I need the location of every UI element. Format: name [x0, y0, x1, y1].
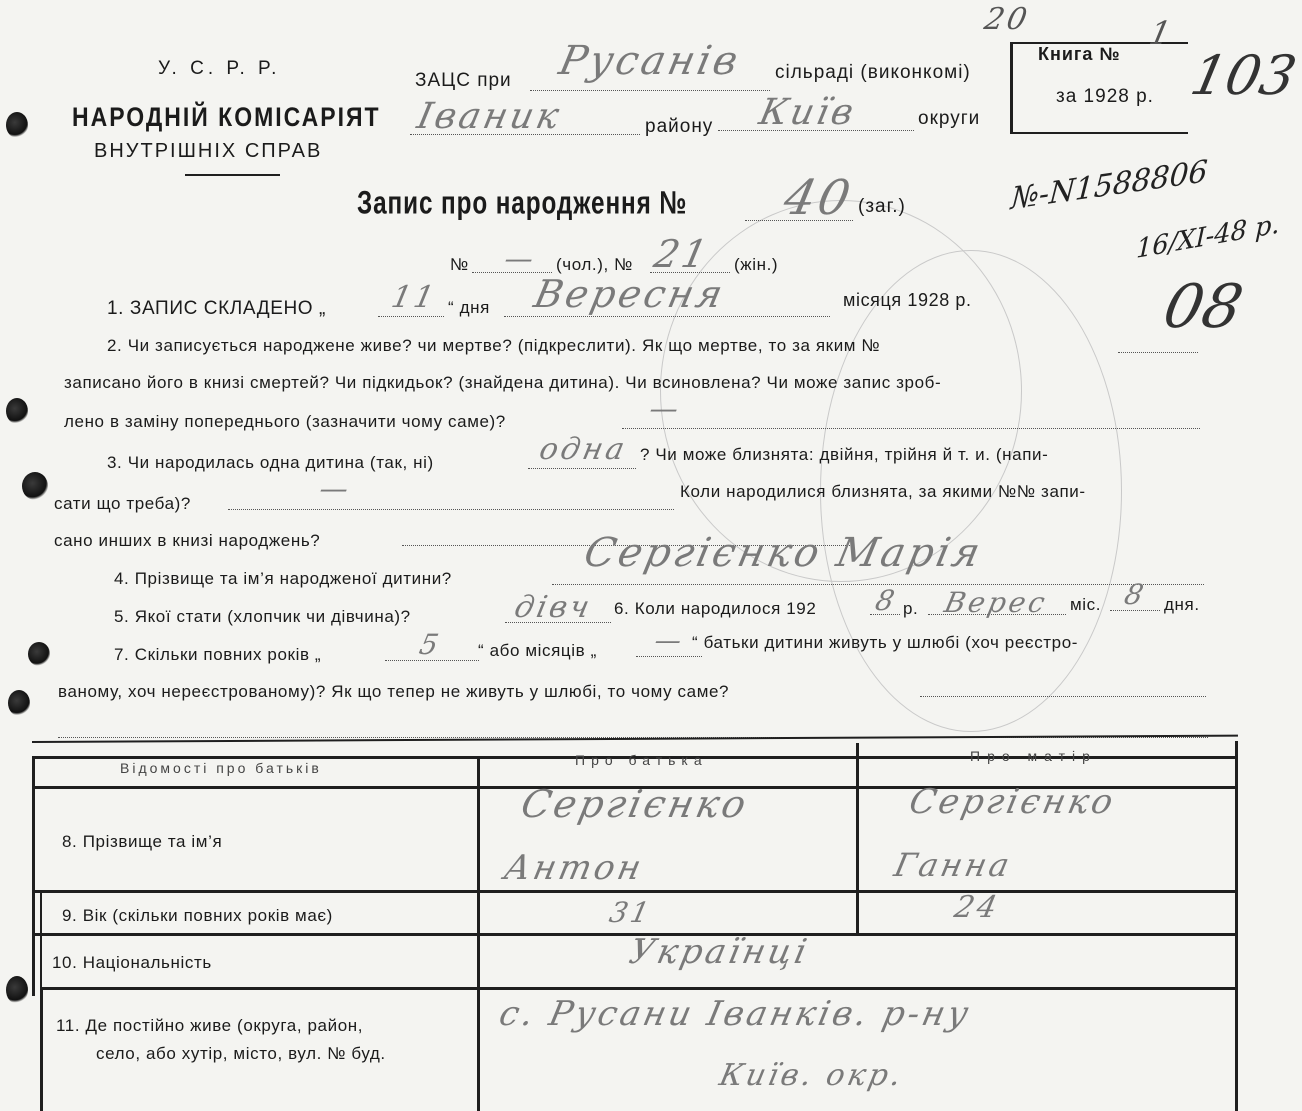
table-border-left: [32, 756, 35, 996]
q3-line2-a: сати що треба)?: [54, 494, 191, 513]
row11-label-2: село, або хутір, місто, вул. № буд.: [96, 1044, 386, 1063]
q3-line3: сано инших в книзі народжень?: [54, 531, 321, 550]
q7-line1-b: “ або місяців „: [478, 641, 597, 660]
village-suffix: сільраді (виконкомі): [775, 62, 971, 83]
col-sep-2: [856, 743, 859, 933]
punch-hole: [6, 112, 28, 138]
q6-month-suffix: міс.: [1070, 595, 1102, 614]
female-number-suffix: (жін.): [734, 255, 779, 274]
col-header-info: Відомості про батьків: [120, 760, 322, 776]
corner-number-handwritten: 20: [981, 2, 1033, 37]
punch-hole: [22, 472, 48, 500]
q3-line2-fill: [228, 509, 674, 510]
row10-label: 10. Національність: [52, 953, 212, 972]
q5-answer-handwritten: дівч: [511, 590, 596, 625]
book-box-left: [1010, 42, 1013, 134]
q1-month-line: [504, 316, 830, 317]
row-sep-10: [40, 987, 1238, 990]
q2-line1-fill: [1118, 352, 1198, 353]
q1-day-line: [378, 316, 444, 317]
row-sep-8: [32, 890, 1238, 893]
male-number-suffix: (чол.), №: [556, 255, 633, 274]
q1-suffix: місяця 1928 р.: [843, 290, 972, 310]
q6-day-handwritten: 8: [1121, 578, 1150, 611]
row8-mother-name: Ганна: [890, 846, 1016, 884]
q7-years-handwritten: 5: [416, 628, 445, 661]
female-number-handwritten: 21: [650, 232, 715, 276]
q6-day-suffix: дня.: [1164, 595, 1200, 614]
zags-prefix: ЗАЦС при: [415, 70, 512, 91]
q1-month-handwritten: Вересня: [530, 272, 730, 316]
col-header-father: Про батька: [575, 752, 708, 768]
q7-line2-fill: [920, 696, 1206, 697]
q2-line3-fill: [622, 428, 1200, 429]
ref-number-annotation: №-N1588806: [1009, 153, 1209, 218]
row8-father-name: Антон: [500, 848, 648, 888]
row11-label: 11. Де постійно живе (округа, район,: [56, 1016, 364, 1035]
header-divider: [185, 174, 280, 176]
q7-months-line: [636, 656, 702, 657]
q6-label: 6. Коли народилося 192: [614, 599, 817, 618]
row8-label: 8. Прізвище та ім’я: [62, 832, 223, 851]
q3-answer-line: [528, 468, 636, 469]
q6-year-suffix: р.: [903, 599, 919, 618]
punch-hole: [28, 642, 50, 666]
male-number-prefix: №: [450, 255, 469, 274]
district-suffix: району: [645, 116, 714, 137]
table-border-top-inner: [32, 735, 1238, 743]
q7-line1-c: “ батьки дитини живуть у шлюбі (хоч реєстро-: [692, 633, 1079, 652]
ref-date-annotation: 16/XI-48 р.: [1135, 209, 1281, 265]
q2-answer-handwritten: —: [646, 392, 685, 425]
row9-label: 9. Вік (скільки повних років має): [62, 906, 333, 925]
record-number-handwritten: 40: [779, 170, 859, 226]
row11-address: с. Русани Іванків. р-ну: [495, 994, 975, 1034]
table-inner-left: [40, 893, 42, 988]
table-border-left-lower: [40, 990, 43, 1111]
q1-prefix: 1. ЗАПИС СКЛАДЕНО „: [107, 298, 326, 319]
q2-line2: записано його в книзі смертей? Чи підкидьок? (знайдена дитина). Чи всиновлена? Чи може запис зроб-: [64, 373, 942, 392]
q6-year-handwritten: 8: [872, 584, 901, 617]
q7-months-handwritten: —: [651, 626, 688, 656]
ref-mark-annotation: 08: [1157, 272, 1249, 342]
punch-hole: [8, 690, 30, 716]
record-title-suffix: (заг.): [858, 196, 906, 217]
q5-label: 5. Якої стати (хлопчик чи дівчина)?: [114, 607, 411, 626]
book-number-handwritten: 1: [1145, 14, 1178, 52]
q3-line2-handwritten: —: [316, 472, 355, 505]
q1-day-suffix: “ дня: [448, 298, 490, 317]
row11-address-2: Київ. окр.: [716, 1058, 908, 1093]
q3-answer-handwritten: одна: [536, 432, 631, 467]
row8-father-surname: Сергієнко: [517, 782, 753, 826]
book-label: Книга №: [1038, 44, 1121, 64]
q3-line1-a: 3. Чи народилась одна дитина (так, ні): [107, 453, 434, 472]
village-handwritten: Русанів: [555, 38, 745, 84]
q6-month-handwritten: Верес: [941, 586, 1051, 619]
q1-day-handwritten: 11: [388, 280, 440, 315]
q7-line1-a: 7. Скільки повних років „: [114, 645, 322, 664]
row9-father-age: 31: [606, 896, 656, 929]
col-header-mother: Про матір: [970, 748, 1097, 764]
commissariat-line1: НАРОДНІЙ КОМІСАРІЯТ: [72, 101, 381, 132]
q4-answer-line: [552, 584, 1204, 585]
okrug-handwritten: Київ: [755, 92, 860, 133]
table-border-right: [1235, 741, 1238, 1111]
row10-nationality: Українці: [625, 932, 814, 972]
q3-line1-b: ? Чи може близнята: двійня, трійня й т. и. (напи-: [640, 445, 1049, 464]
record-title-prefix: Запис про народження №: [357, 184, 688, 221]
q3-line2-b: Коли народилися близнята, за якими №№ запи-: [680, 482, 1086, 501]
q2-line1: 2. Чи записується народжене живе? чи мертве? (підкреслити). Як що мертве, то за яким №: [107, 336, 881, 355]
book-box-bottom: [1010, 132, 1188, 134]
q7-line2: ваному, хоч нереєстрованому)? Як що тепер не живуть у шлюбі, то чому саме?: [58, 682, 730, 701]
punch-hole: [6, 976, 28, 1004]
book-year: за 1928 р.: [1056, 86, 1154, 107]
q4-answer-handwritten: Сергієнко Марія: [580, 530, 987, 576]
male-number-handwritten: —: [501, 242, 540, 275]
okrug-suffix: округи: [918, 108, 981, 129]
q2-line3: лено в заміну попереднього (зазначити чому саме)?: [64, 412, 506, 431]
row9-mother-age: 24: [951, 890, 1003, 925]
commissariat-line2: ВНУТРІШНІХ СПРАВ: [94, 140, 323, 162]
district-handwritten: Іваник: [413, 96, 566, 137]
village-line: [530, 90, 770, 91]
page-number-handwritten: 103: [1185, 44, 1302, 107]
punch-hole: [6, 398, 28, 424]
q4-label: 4. Прізвище та ім’я народженої дитини?: [114, 569, 452, 588]
republic-label: У. С. Р. Р.: [158, 58, 281, 79]
row8-mother-surname: Сергієнко: [905, 782, 1120, 822]
